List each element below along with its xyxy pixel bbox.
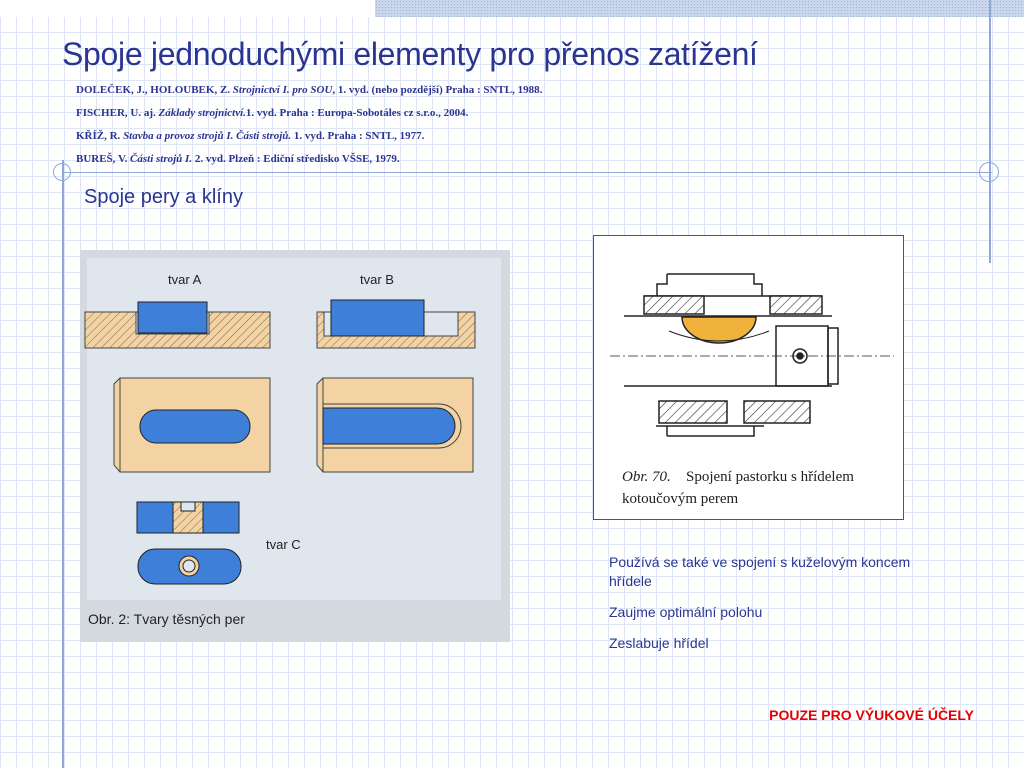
reference-work: Základy strojnictví.	[158, 107, 246, 119]
header-band-blank	[0, 0, 375, 17]
decor-circle-right	[979, 162, 999, 182]
reference-work: Strojnictví I. pro SOU	[232, 84, 333, 96]
reference-work: Stavba a provoz strojů I. Části strojů.	[123, 130, 292, 142]
bullet-item: Používá se také ve spojení s kuželovým koncem hřídele	[609, 554, 911, 589]
decor-circle-left	[53, 163, 71, 181]
section-subheading: Spoje pery a klíny	[84, 186, 243, 208]
reference-item	[76, 152, 676, 175]
slide-title: Spoje jednoduchými elementy pro přenos zatížení	[62, 36, 758, 72]
woodruff-key	[682, 317, 756, 343]
reference-item	[76, 83, 676, 106]
bullet-list	[609, 553, 919, 665]
decor-vertical-line-right	[989, 0, 991, 263]
reference-item	[76, 106, 676, 129]
reference-details: 1. vyd. Praha : Europa-Sobotáles cz s.r.o., 2004.	[245, 107, 469, 119]
key-shapes-drawing	[80, 250, 510, 642]
reference-authors: DOLEČEK, J., HOLOUBEK, Z.	[76, 84, 233, 96]
tvar-a-plan	[114, 378, 270, 472]
reference-authors: BUREŠ, V.	[76, 153, 131, 165]
woodruff-key-drawing	[594, 236, 903, 519]
label-tvar-c: tvar C	[266, 537, 301, 552]
figure-right-caption-line1: Spojení pastorku s hřídelem	[686, 469, 854, 485]
pinion-gear	[644, 274, 822, 436]
reference-details: 1. vyd. Praha : SNTL, 1977.	[291, 130, 425, 142]
bullet-item: Zeslabuje hřídel	[609, 635, 709, 651]
bullet-item: Zaujme optimální polohu	[609, 604, 763, 620]
tvar-b-plan	[317, 378, 473, 472]
key-shapes-figure	[80, 250, 510, 642]
label-tvar-a: tvar A	[168, 272, 202, 287]
woodruff-key-figure	[593, 235, 904, 520]
reference-work: Části strojů I.	[130, 153, 193, 165]
figure-right-caption-line2: kotoučovým perem	[622, 491, 739, 507]
label-tvar-b: tvar B	[360, 272, 394, 287]
reference-item	[76, 129, 676, 152]
figure-left-caption: Obr. 2: Tvary těsných per	[88, 611, 245, 627]
figure-right-caption-number: Obr. 70.	[622, 469, 671, 485]
tvar-c-plan	[138, 549, 241, 584]
footer-notice: POUZE PRO VÝUKOVÉ ÚČELY	[769, 707, 974, 723]
reference-authors: FISCHER, U. aj.	[76, 107, 159, 119]
reference-authors: KŘÍŽ, R.	[76, 130, 124, 142]
header-band-dotted	[375, 0, 1024, 17]
tvar-c-section	[137, 502, 239, 533]
reference-details: , 1. vyd. (nebo pozdější) Praha : SNTL, 1988.	[332, 84, 543, 96]
reference-details: 2. vyd. Plzeň : Ediční středisko VŠSE, 1979.	[192, 153, 400, 165]
decor-vertical-line-left	[62, 160, 64, 768]
references-list	[76, 83, 676, 175]
